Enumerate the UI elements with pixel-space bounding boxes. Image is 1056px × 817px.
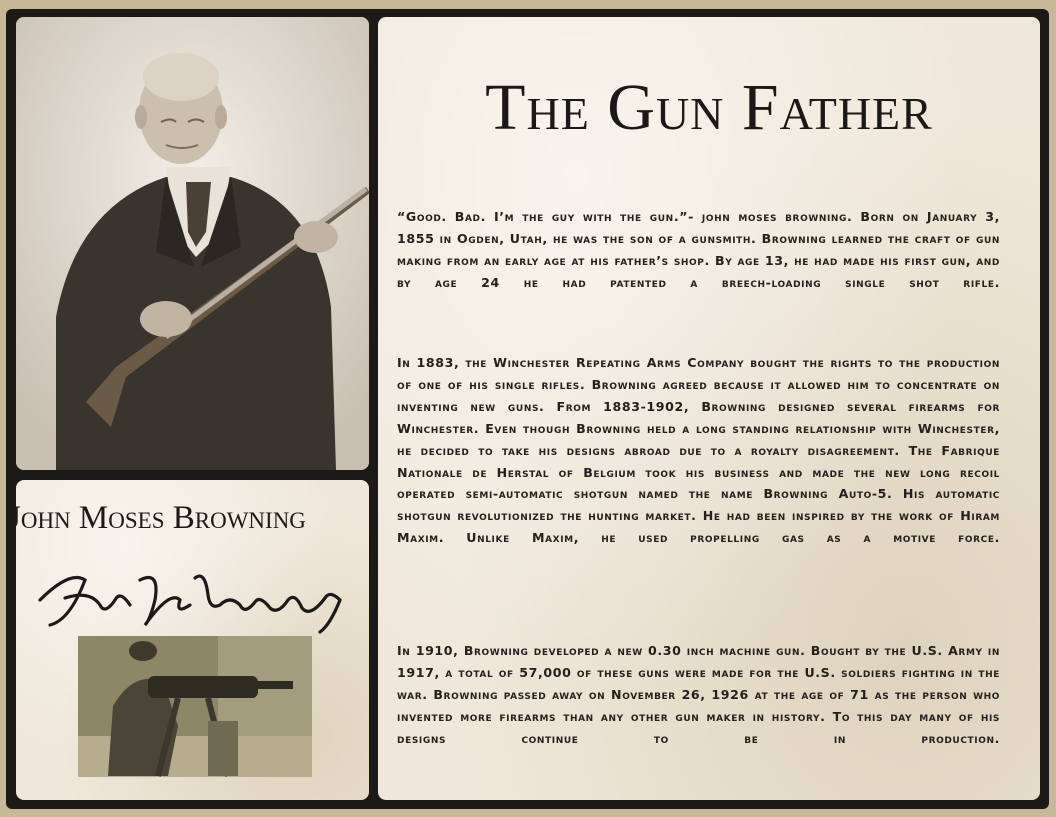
- paragraph-1: “Good. Bad. I’m the guy with the gun.”- john moses browning. Born on January 3, 1855 in Ogden, Utah, he was the son of a gunsmith. Browning learned the craft of gun making from an early age at his father’s shop. By age 13, he had made his first gun, and by age 24 he had patented a breech-loading single shot rifle.: [397, 209, 1000, 290]
- paragraph-2: In 1883, the Winchester Repeating Arms Company bought the rights to the production of one of his single rifles. Browning agreed because it allowed him to concentrate on inventing new guns. From 1883-1902, Browning designed several firearms for Winchester. Even though Browning held a long standing relationship with Winchester, he decided to take his designs abroad due to a royalty disagreement. The Fabrique Nationale de Herstal of Belgium took his business and made the new long recoil operated semi-automatic shotgun named the name Browning Auto-5. His automatic shotgun revolutionized the hunting market. He had been inspired by the work of Hiram Maxim. Unlike Maxim, he used propelling gas as a motive force.: [397, 355, 1000, 546]
- machine-gun-illustration: [78, 636, 312, 777]
- machine-gun-photo: [78, 636, 312, 777]
- person-name: John Moses Browning: [8, 500, 306, 536]
- portrait-illustration: [16, 17, 369, 470]
- portrait-photo: [16, 17, 369, 470]
- paragraph-3: In 1910, Browning developed a new 0.30 inch machine gun. Bought by the U.S. Army in 1917, a total of 57,000 of these guns were made for the U.S. soldiers fighting in the war. Browning passed away on November 26, 1926 at the age of 71 as the person who invented more firearms than any other gun maker in history. To this day many of his designs continue to be in production.: [397, 643, 1000, 746]
- signature-image: [30, 560, 360, 635]
- article-title: The Gun Father: [485, 71, 933, 144]
